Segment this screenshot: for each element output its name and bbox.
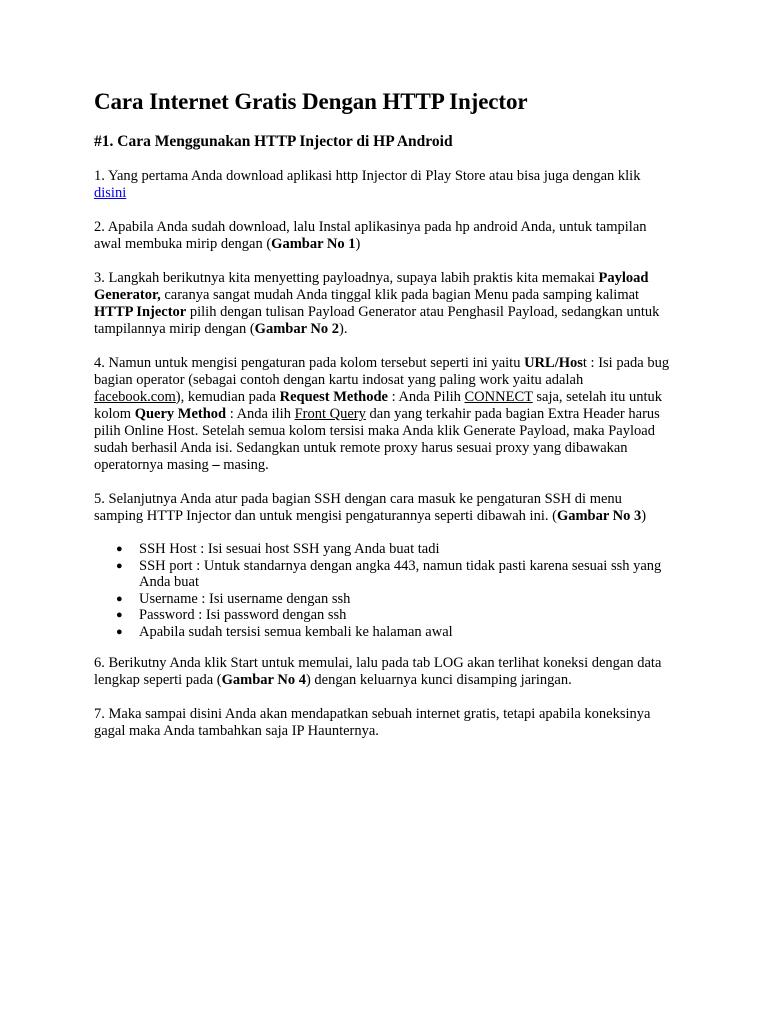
paragraph-step-2: 2. Apabila Anda sudah download, lalu Instal aplikasinya pada hp android Anda, untuk tampilan awal membuka mirip dengan (Gambar No 1)	[94, 219, 647, 252]
document-page	[94, 88, 674, 757]
paragraph-step-3: 3. Langkah berikutnya kita menyetting payloadnya, supaya labih praktis kita memakai Payload Generator, caranya sangat mudah Anda tinggal klik pada bagian Menu pada samping kalimat HTTP Injector pilih dengan tulisan Payload Generator atau Penghasil Payload, sedangkan untuk tampilannya mirip dengan (Gambar No 2).	[94, 270, 660, 337]
disini-link[interactable]: disini	[94, 185, 127, 201]
list-item: ● Apabila sudah tersisi semua kembali ke halaman awal	[116, 623, 453, 640]
bullet-icon: ●	[116, 559, 123, 572]
list-item: ● Username : Isi username dengan ssh	[116, 590, 351, 607]
list-item: ● Password : Isi password dengan ssh	[116, 607, 347, 623]
bullet-icon: ●	[116, 625, 123, 638]
list-item: ● SSH Host : Isi sesuai host SSH yang Anda buat tadi	[116, 541, 440, 557]
section-heading: #1. Cara Menggunakan HTTP Injector di HP Android	[94, 133, 453, 150]
paragraph-step-4: 4. Namun untuk mengisi pengaturan pada kolom tersebut seperti ini yaitu URL/Host : Isi pada bug bagian operator (sebagai contoh dengan kartu indosat yang paling work yaitu adalah facebook.com), kemudian pada Request Methode : Anda Pilih CONNECT saja, setelah itu untuk kolom Query Method : Anda ilih Front Query dan yang terkahir pada bagian Extra Header harus pilih Online Host. Setelah semua kolom tersisi maka Anda klik Generate Payload, maka Payload sudah berhasil Anda isi. Sedangkan untuk remote proxy harus sesuai proxy yang dibawakan operatornya masing – masing.	[94, 355, 670, 473]
paragraph-step-7: 7. Maka sampai disini Anda akan mendapatkan sebuah internet gratis, tetapi apabila koneksinya gagal maka Anda tambahkan saja IP Haunternya.	[94, 706, 651, 739]
list-item: ● SSH port : Untuk standarnya dengan angka 443, namun tidak pasti karena sesuai ssh yang Anda buat	[116, 557, 662, 590]
facebook-link[interactable]: facebook.com	[94, 389, 176, 405]
paragraph-step-5: 5. Selanjutnya Anda atur pada bagian SSH dengan cara masuk ke pengaturan SSH di menu samping HTTP Injector dan untuk mengisi pengaturannya seperti dibawah ini. (Gambar No 3)	[94, 491, 647, 524]
front-query-link[interactable]: Front Query	[294, 406, 366, 422]
paragraph-step-1: 1. Yang pertama Anda download aplikasi http Injector di Play Store atau bisa juga dengan klik disini	[94, 168, 641, 201]
bullet-icon: ●	[116, 609, 123, 621]
ssh-settings-list	[94, 541, 674, 640]
connect-link[interactable]: CONNECT	[464, 389, 533, 405]
paragraph-step-6: 6. Berikutny Anda klik Start untuk memulai, lalu pada tab LOG akan terlihat koneksi dengan data lengkap seperti pada (Gambar No 4) dengan keluarnya kunci disamping jaringan.	[94, 655, 662, 688]
page-title: Cara Internet Gratis Dengan HTTP Injector	[94, 89, 528, 114]
bullet-icon: ●	[116, 543, 123, 555]
bullet-icon: ●	[116, 592, 123, 605]
